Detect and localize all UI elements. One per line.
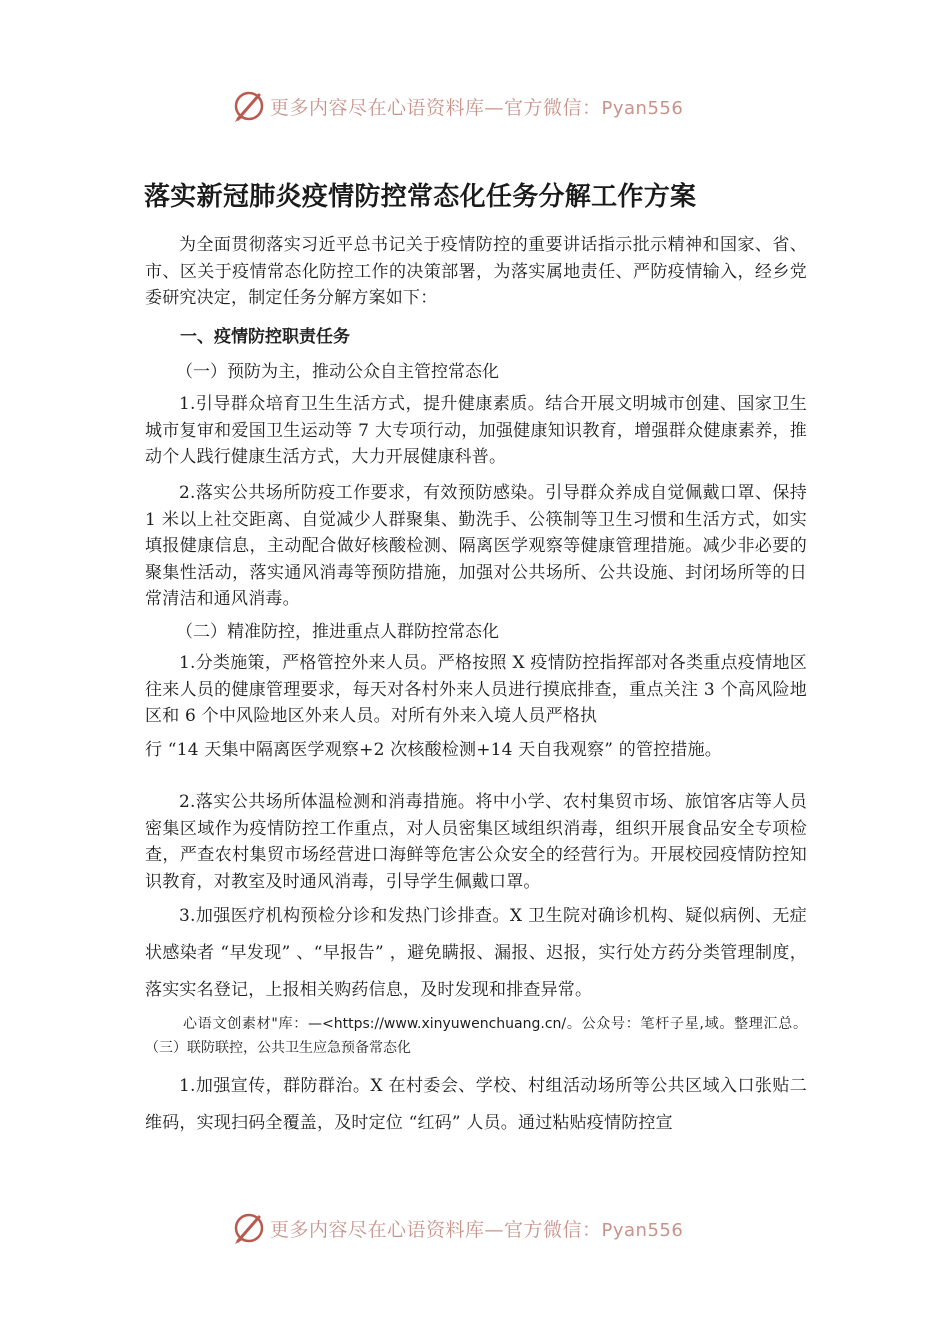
subsection-heading-2: （二）精准防控，推进重点人群防控常态化 — [176, 622, 499, 642]
footer-banner — [232, 1209, 752, 1247]
paragraph-3-1: 1.加强宣传，群防群治。X 在村委会、学校、村组活动场所等公共区域入口张贴二维码，实现扫码全覆盖，及时定位 “红码” 人员。通过粘贴疫情防控宣 — [145, 1076, 807, 1133]
paragraph-1-2: 2.落实公共场所防疫工作要求，有效预防感染。引导群众养成自觉佩戴口罩、保持 1 米以上社交距离、自觉减少人群聚集、勤洗手、公筷制等卫生习惯和生活方式，如实填报健康信息，主动配合做好核酸检测、隔离医学观察等健康管理措施。减少非必要的聚集性活动，落实通风消毒等预防措施，加强对公共场所、公共设施、封闭场所等的日常清洁和通风消毒。 — [145, 483, 807, 609]
banner-text: 更多内容尽在心语资料库—官方微信：Pyan556 — [270, 96, 684, 119]
subsection-heading-1: （一）预防为主，推动公众自主管控常态化 — [176, 362, 499, 382]
paragraph-2-1-cont: 行 “14 天集中隔离医学观察+2 次核酸检测+14 天自我观察” 的管控措施。 — [145, 740, 722, 760]
watermark-note: 心语文创素材"库：—<https://www.xinyuwenchuang.cn/。公众号：笔杆子星,域。整理汇总。（三）联防联控，公共卫生应急预备常态化 — [145, 1016, 807, 1056]
header-banner — [232, 87, 752, 125]
paragraph-2-2: 2.落实公共场所体温检测和消毒措施。将中小学、农村集贸市场、旅馆客店等人员密集区域作为疫情防控工作重点，对人员密集区域组织消毒，组织开展食品安全专项检查，严查农村集贸市场经营进口海鲜等危害公众安全的经营行为。开展校园疫情防控知识教育，对教室及时通风消毒，引导学生佩戴口罩。 — [145, 792, 807, 892]
paragraph-2-1: 1.分类施策，严格管控外来人员。严格按照 X 疫情防控指挥部对各类重点疫情地区往来人员的健康管理要求，每天对各村外来人员进行摸底排查，重点关注 3 个高风险地区和 6 个中风险地区外来人员。对所有外来入境人员严格执 — [145, 653, 807, 726]
paragraph-1-1: 1.引导群众培育卫生生活方式，提升健康素质。结合开展文明城市创建、国家卫生城市复审和爱国卫生运动等 7 大专项行动，加强健康知识教育，增强群众健康素养，推动个人践行健康生活方式，大力开展健康科普。 — [145, 394, 807, 467]
document-title: 落实新冠肺炎疫情防控常态化任务分解工作方案 — [144, 182, 697, 212]
section-heading-1: 一、疫情防控职责任务 — [180, 327, 350, 347]
pen-logo-icon — [232, 1211, 266, 1245]
footer-banner-text: 更多内容尽在心语资料库—官方微信：Pyan556 — [270, 1218, 684, 1241]
intro-paragraph: 为全面贯彻落实习近平总书记关于疫情防控的重要讲话指示批示精神和国家、省、市、区关于疫情常态化防控工作的决策部署，为落实属地责任、严防疫情输入，经乡党委研究决定，制定任务分解方案如下： — [145, 235, 807, 308]
paragraph-2-3: 3.加强医疗机构预检分诊和发热门诊排查。X 卫生院对确诊机构、疑似病例、无症状感染者 “早发现” 、“早报告” ，避免瞒报、漏报、迟报，实行处方药分类管理制度，落实实名登记，上报相关购药信息，及时发现和排查异常。 — [145, 906, 807, 1000]
pen-logo-icon — [232, 89, 266, 123]
